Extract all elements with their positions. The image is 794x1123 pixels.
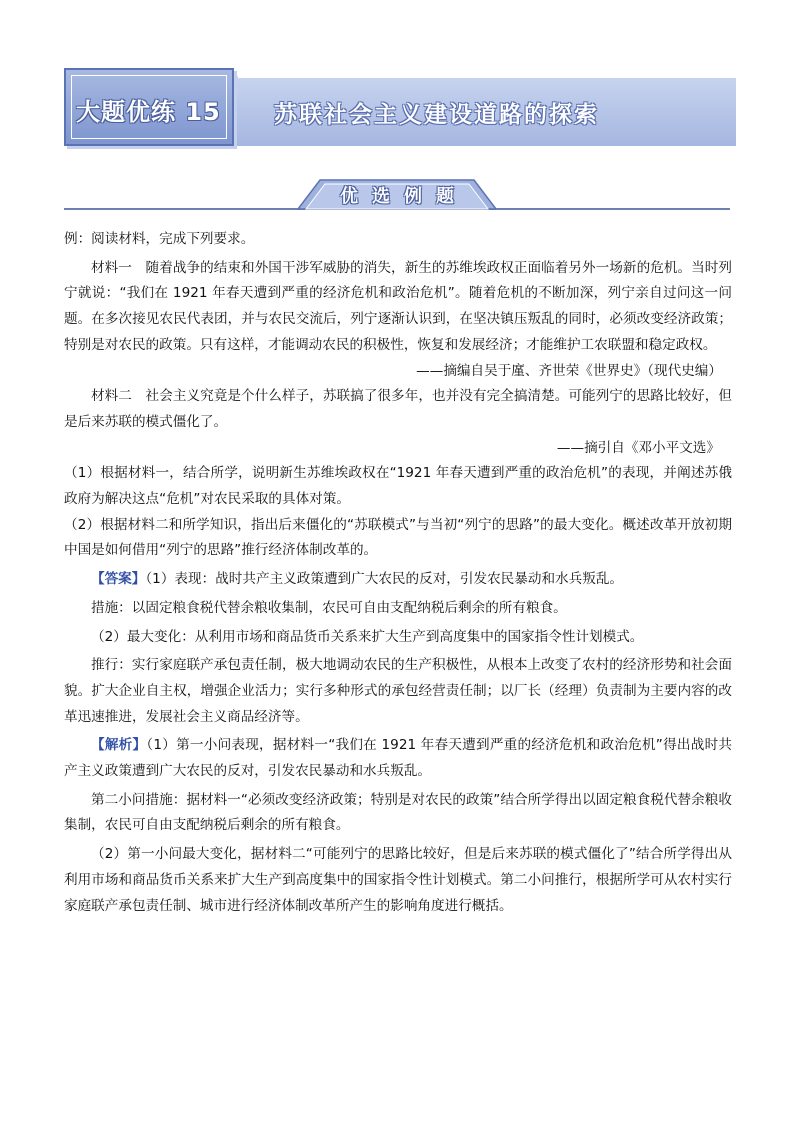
- analysis-3: （2）第一小问最大变化，据材料二“可能列宁的思路比较好，但是后来苏联的模式僵化了”结合所学得出从利用市场和商品货币关系来扩大生产到高度集中的国家指令性计划模式。第二小问推行，根据所学可从农村实行家庭联产承包责任制、城市进行经济体制改革所产生的影响角度进行概括。: [64, 846, 732, 914]
- material-1-source: ——摘编自吴于廑、齐世荣《世界史》（现代史编）: [416, 362, 722, 379]
- answer-1-text: （1）表现：战时共产主义政策遭到广大农民的反对，引发农民暴动和水兵叛乱。: [145, 571, 624, 588]
- title-banner: [64, 68, 736, 146]
- question-2: （2）根据材料二和所学知识，指出后来僵化的“苏联模式”与当初“列宁的思路”的最大变化。概述改革开放初期中国是如何借用“列宁的思路”推行经济体制改革的。: [64, 516, 732, 559]
- question-1: （1）根据材料一，结合所学，说明新生苏维埃政权在“1921 年春天遭到严重的政治危机”的表现，并阐述苏俄政府为解决这点“危机”对农民采取的具体对策。: [64, 465, 732, 508]
- material-1: 材料一 随着战争的结束和外国干涉军威胁的消失，新生的苏维埃政权正面临着另外一场新的危机。当时列宁就说：“我们在 1921 年春天遭到严重的经济危机和政治危机”。随着危机的不断加深，列宁亲自过问这一问题。在多次接见农民代表团，并与农民交流后，列宁逐渐认识到，在坚决镇压叛乱的同时，必须改变经济政策；特别是对农民的政策。只有这样，才能调动农民的积极性，恢复和发展经济；才能维护工农联盟和稳定政权。: [64, 259, 732, 353]
- material-2: 材料二 社会主义究竟是个什么样子，苏联搞了很多年，也并没有完全搞清楚。可能列宁的思路比较好，但是后来苏联的模式僵化了。: [64, 388, 732, 430]
- analysis-2: 第二小问措施：据材料一“必须改变经济政策；特别是对农民的政策”结合所学得出以固定粮食税代替余粮收集制，农民可自由支配纳税后剩余的所有粮食。: [64, 791, 732, 834]
- analysis-1-text: （1）第一小问表现，据材料一“我们在 1921 年春天遭到严重的经济危机和政治危机”得出战时共产主义政策遭到广大农民的反对，引发农民暴动和水兵叛乱。: [64, 737, 733, 780]
- answer-tag: 【答案】: [91, 571, 146, 588]
- material-2-source: ——摘引自《邓小平文选》: [556, 439, 720, 456]
- section-badge: [298, 178, 496, 210]
- section-title: 优选例题: [340, 186, 468, 207]
- answer-2-push: 推行：实行家庭联产承包责任制，极大地调动农民的生产积极性，从根本上改变了农村的经济形势和社会面貌。扩大企业自主权，增强企业活力；实行多种形式的承包经营责任制；以厂长（经理）负责制为主要内容的改革迅速推进，发展社会主义商品经济等。: [64, 657, 732, 725]
- page-title: 苏联社会主义建设道路的探索: [274, 102, 599, 128]
- answer-1-measure: 措施：以固定粮食税代替余粮收集制，农民可自由支配纳税后剩余的所有粮食。: [91, 599, 567, 616]
- answer-2: （2）最大变化：从利用市场和商品货币关系来扩大生产到高度集中的国家指令性计划模式。: [91, 628, 644, 645]
- answer-1: [64, 567, 732, 593]
- banner-label: 大题优练 15: [76, 98, 221, 126]
- analysis-1: [64, 733, 732, 784]
- document-body: [64, 227, 732, 919]
- analysis-tag: 【解析】: [91, 737, 147, 754]
- example-intro: 例：阅读材料，完成下列要求。: [64, 231, 255, 247]
